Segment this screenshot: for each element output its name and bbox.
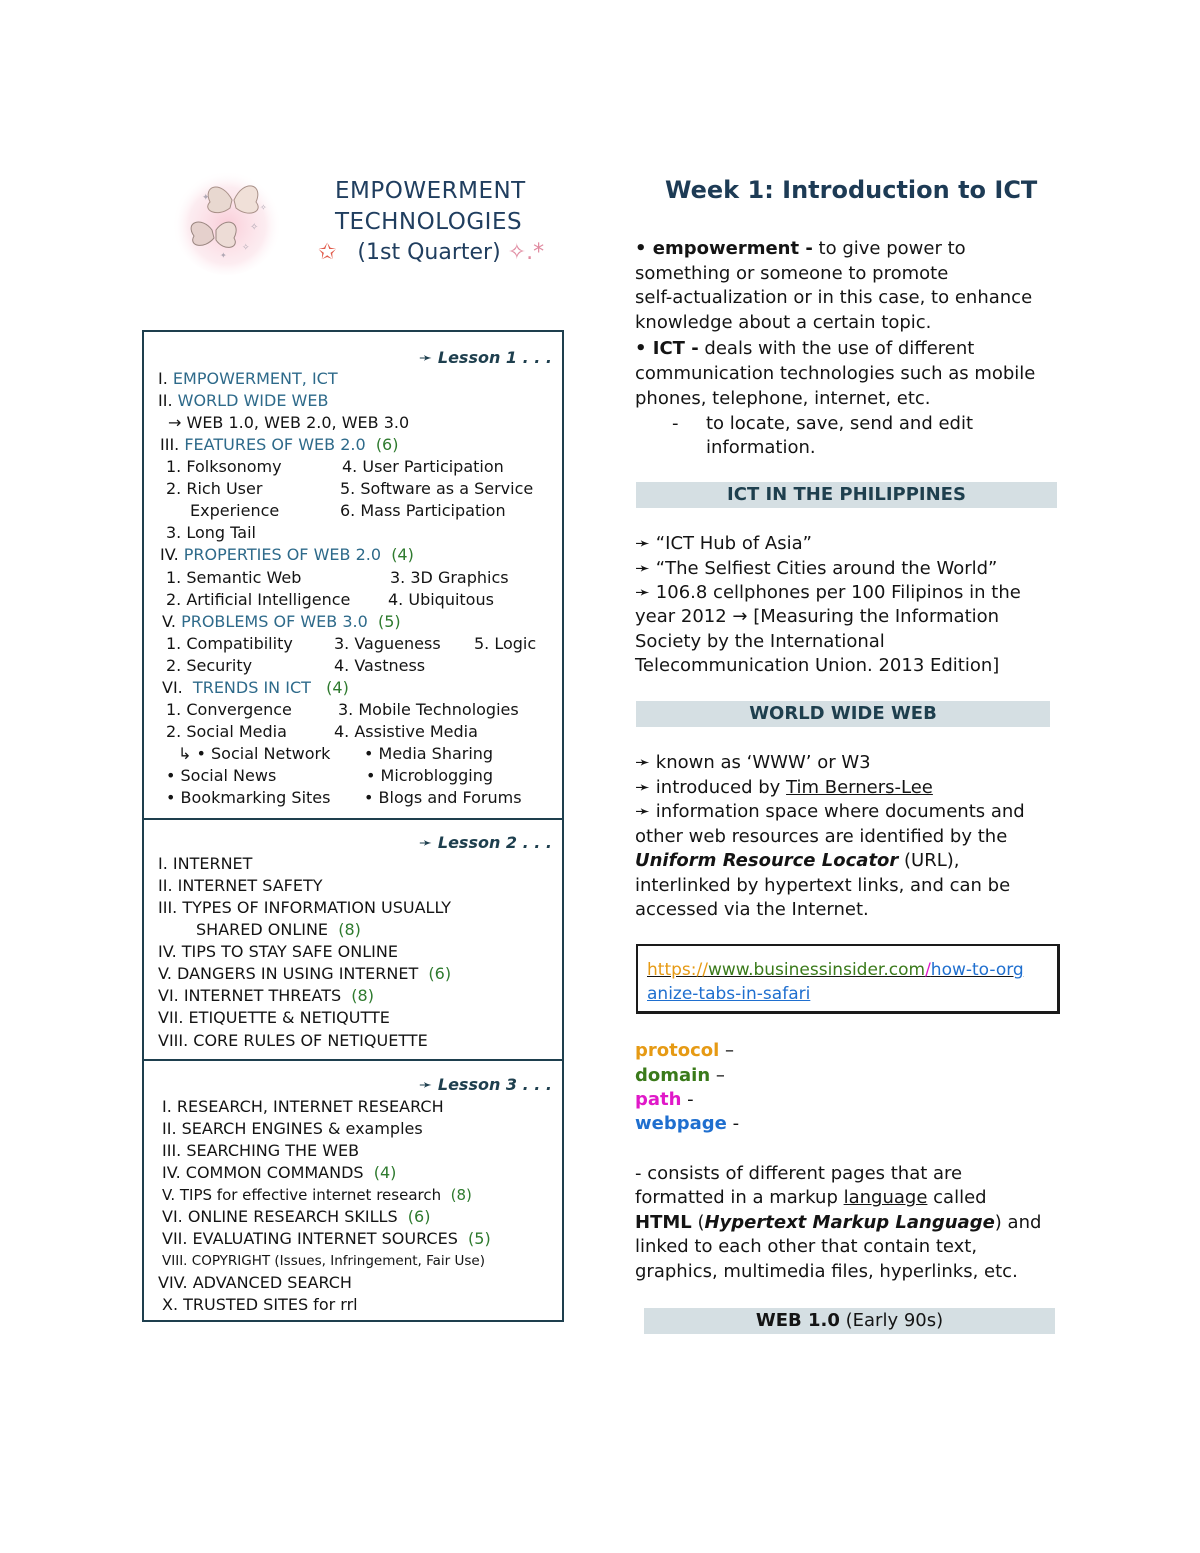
- svg-text:✦: ✦: [220, 251, 227, 260]
- section-header-web-1: WEB 1.0 (Early 90s): [644, 1308, 1055, 1334]
- svg-text:✧: ✧: [250, 222, 259, 233]
- outline-row: 4. Vastness: [334, 656, 426, 675]
- text-line: information.: [706, 437, 816, 458]
- outline-row: 1. Convergence: [166, 700, 292, 719]
- outline-row: 3. Mobile Technologies: [338, 700, 519, 719]
- text-line: year 2012 → [Measuring the Information: [635, 606, 1000, 627]
- bullet-dash: -: [672, 413, 679, 434]
- text-line: linked to each other that contain text,: [635, 1236, 978, 1257]
- outline-row: IV. PROPERTIES OF WEB 2.0 (4): [160, 545, 414, 564]
- svg-text:✧: ✧: [242, 243, 250, 253]
- outline-row: I. EMPOWERMENT, ICT: [158, 369, 338, 388]
- outline-row: 5. Logic: [474, 634, 537, 653]
- outline-row: • Social News: [166, 766, 277, 785]
- outline-row: V. PROBLEMS OF WEB 3.0 (5): [162, 612, 401, 631]
- outline-row: II. WORLD WIDE WEB: [158, 391, 329, 410]
- outline-divider: [144, 818, 562, 820]
- quarter-text: (1st Quarter): [357, 240, 501, 265]
- url-part-domain: domain –: [635, 1065, 725, 1086]
- text-line: accessed via the Internet.: [635, 899, 869, 920]
- outline-row: I. INTERNET: [158, 854, 253, 873]
- outline-row: 3. Vagueness: [334, 634, 441, 653]
- outline-row: VIII. COPYRIGHT (Issues, Infringement, Fair Use): [162, 1253, 485, 1269]
- url-part-webpage: webpage -: [635, 1113, 740, 1134]
- outline-row: III. TYPES OF INFORMATION USUALLY: [158, 898, 452, 917]
- text-line: ➛ information space where documents and: [635, 801, 1025, 822]
- outline-row: V. DANGERS IN USING INTERNET (6): [158, 964, 452, 983]
- outline-row: VIV. ADVANCED SEARCH: [158, 1273, 352, 1292]
- text-line: other web resources are identified by the: [635, 826, 1008, 847]
- text-line: Uniform Resource Locator (URL),: [635, 850, 960, 871]
- outline-row: → WEB 1.0, WEB 2.0, WEB 3.0: [168, 413, 410, 432]
- title-line-1: EMPOWERMENT: [335, 178, 526, 204]
- text-line: interlinked by hypertext links, and can be: [635, 875, 1011, 896]
- star-icon: ✩: [318, 240, 337, 265]
- text-line: ➛ 106.8 cellphones per 100 Filipinos in the: [635, 582, 1021, 603]
- outline-row: • Microblogging: [366, 766, 494, 785]
- section-header-ict-philippines: ICT IN THE PHILIPPINES: [636, 482, 1057, 508]
- empowerment-definition: • empowerment - to give power to: [635, 238, 966, 259]
- example-url-box: [636, 944, 1060, 1014]
- lesson-1-heading: ➛ Lesson 1 . . .: [418, 348, 552, 367]
- outline-row: 1. Compatibility: [166, 634, 293, 653]
- outline-row: 3. Long Tail: [166, 523, 256, 542]
- text-line: formatted in a markup language called: [635, 1187, 987, 1208]
- outline-row: II. SEARCH ENGINES & examples: [162, 1119, 423, 1138]
- outline-row: I. RESEARCH, INTERNET RESEARCH: [162, 1097, 444, 1116]
- outline-row: Experience: [190, 501, 280, 520]
- outline-row: 4. Assistive Media: [334, 722, 478, 741]
- outline-row: II. INTERNET SAFETY: [158, 876, 323, 895]
- text-line: graphics, multimedia files, hyperlinks, etc.: [635, 1261, 1018, 1282]
- text-line: knowledge about a certain topic.: [635, 312, 932, 333]
- quarter-label: [318, 240, 544, 265]
- text-line: ➛ known as ‘WWW’ or W3: [635, 752, 871, 773]
- outline-row: V. TIPS for effective internet research (8): [162, 1186, 472, 1204]
- outline-row: 2. Artificial Intelligence: [166, 590, 351, 609]
- title-line-2: TECHNOLOGIES: [335, 209, 523, 235]
- outline-row: 2. Rich User: [166, 479, 263, 498]
- outline-row: X. TRUSTED SITES for rrl: [162, 1295, 358, 1314]
- outline-row: 6. Mass Participation: [340, 501, 506, 520]
- lesson-outline-box: [142, 330, 564, 1322]
- outline-row: IV. TIPS TO STAY SAFE ONLINE: [158, 942, 398, 961]
- outline-row: VI. TRENDS IN ICT (4): [162, 678, 349, 697]
- outline-row: 2. Security: [166, 656, 253, 675]
- ict-definition: • ICT - deals with the use of different: [635, 338, 975, 359]
- example-url-link[interactable]: https://www.businessinsider.com/how-to-org: [647, 960, 1024, 980]
- url-part-protocol: protocol –: [635, 1040, 735, 1061]
- outline-row: VII. EVALUATING INTERNET SOURCES (5): [162, 1229, 491, 1248]
- text-line: self-actualization or in this case, to enhance: [635, 287, 1033, 308]
- outline-row: • Media Sharing: [364, 744, 494, 763]
- outline-row: VIII. CORE RULES OF NETIQUETTE: [158, 1031, 428, 1050]
- text-line: Society by the International: [635, 631, 885, 652]
- sparkle-icon: ✧.*: [507, 240, 545, 265]
- svg-text:✧: ✧: [260, 203, 267, 212]
- week-title: Week 1: Introduction to ICT: [665, 176, 1038, 204]
- text-line: phones, telephone, internet, etc.: [635, 388, 931, 409]
- outline-divider: [144, 1059, 562, 1061]
- outline-row: III. FEATURES OF WEB 2.0 (6): [160, 435, 399, 454]
- outline-row: ↳ • Social Network: [178, 744, 331, 763]
- url-part-path: path -: [635, 1089, 694, 1110]
- text-line: ➛ introduced by Tim Berners-Lee: [635, 777, 933, 798]
- lesson-2-heading: ➛ Lesson 2 . . .: [418, 833, 552, 852]
- outline-row: 4. Ubiquitous: [388, 590, 494, 609]
- text-line: ➛ “The Selfiest Cities around the World”: [635, 558, 998, 579]
- text-line: Telecommunication Union. 2013 Edition]: [635, 655, 1000, 676]
- outline-row: 1. Semantic Web: [166, 568, 302, 587]
- outline-row: 3. 3D Graphics: [390, 568, 509, 587]
- butterfly-logo-image: [172, 160, 292, 280]
- outline-row: • Bookmarking Sites: [166, 788, 331, 807]
- text-line: HTML (Hypertext Markup Language) and: [635, 1212, 1042, 1233]
- outline-row: 2. Social Media: [166, 722, 287, 741]
- text-line: communication technologies such as mobile: [635, 363, 1036, 384]
- outline-row: SHARED ONLINE (8): [196, 920, 361, 939]
- example-url-link-continued[interactable]: anize-tabs-in-safari: [647, 984, 811, 1004]
- text-line: to locate, save, send and edit: [706, 413, 974, 434]
- outline-row: VII. ETIQUETTE & NETIQUTTE: [158, 1008, 390, 1027]
- outline-row: III. SEARCHING THE WEB: [162, 1141, 360, 1160]
- outline-row: 4. User Participation: [342, 457, 504, 476]
- document-title: [335, 176, 526, 238]
- lesson-3-heading: ➛ Lesson 3 . . .: [418, 1075, 552, 1094]
- outline-row: 1. Folksonomy: [166, 457, 282, 476]
- text-line: ➛ “ICT Hub of Asia”: [635, 533, 812, 554]
- outline-row: VI. INTERNET THREATS (8): [158, 986, 374, 1005]
- svg-text:✦: ✦: [202, 193, 210, 203]
- outline-row: 5. Software as a Service: [340, 479, 534, 498]
- outline-row: IV. COMMON COMMANDS (4): [162, 1163, 397, 1182]
- outline-row: • Blogs and Forums: [364, 788, 522, 807]
- text-line: something or someone to promote: [635, 263, 949, 284]
- text-line: - consists of different pages that are: [635, 1163, 963, 1184]
- outline-row: VI. ONLINE RESEARCH SKILLS (6): [162, 1207, 431, 1226]
- section-header-world-wide-web: WORLD WIDE WEB: [636, 701, 1050, 727]
